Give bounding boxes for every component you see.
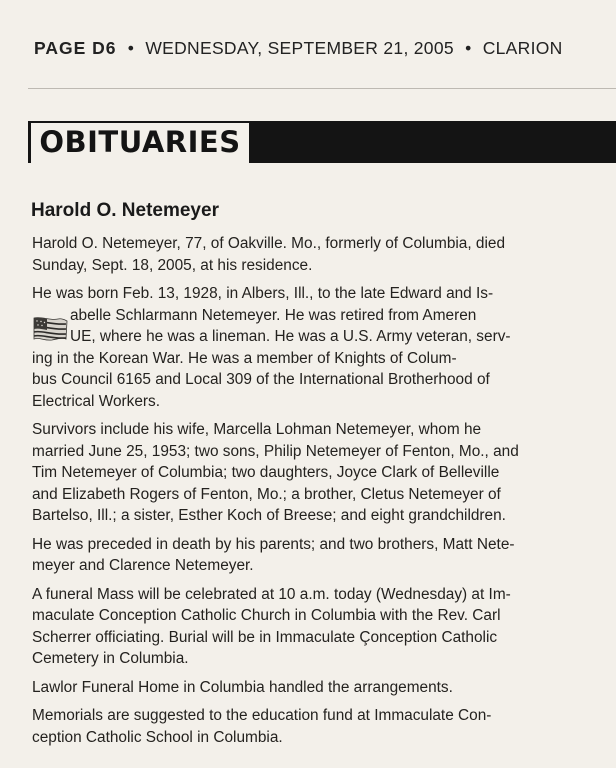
text-line: ception Catholic School in Columbia. bbox=[32, 728, 283, 746]
header-separator: • bbox=[127, 38, 135, 58]
publication-name: CLARION bbox=[482, 38, 563, 58]
obituary-paragraph bbox=[32, 584, 592, 670]
text-line: He was born Feb. 13, 1928, in Albers, Ill., to the late Edward and Is- bbox=[32, 285, 494, 302]
obituary-paragraph bbox=[32, 677, 592, 699]
text-line: maculate Conception Catholic Church in Columbia with the Rev. Carl bbox=[32, 607, 501, 624]
obituary-paragraph bbox=[32, 283, 592, 412]
text-line: Survivors include his wife, Marcella Lohman Netemeyer, whom he bbox=[32, 421, 482, 438]
text-line: Electrical Workers. bbox=[32, 392, 160, 410]
text-line: Scherrer officiating. Burial will be in Immaculate Çonception Catholic bbox=[32, 628, 498, 646]
page-number: PAGE D6 bbox=[34, 38, 117, 58]
text-line: meyer and Clarence Netemeyer. bbox=[32, 557, 254, 574]
obituary-paragraph bbox=[32, 233, 592, 276]
text-line: Lawlor Funeral Home in Columbia handled the arrangements. bbox=[32, 678, 453, 696]
text-line: married June 25, 1953; two sons, Philip Netemeyer of Fenton, Mo., and bbox=[32, 442, 519, 460]
issue-date: WEDNESDAY, SEPTEMBER 21, 2005 bbox=[145, 38, 454, 58]
header-rule bbox=[28, 88, 616, 89]
text-line: Bartelso, Ill.; a sister, Esther Koch of Breese; and eight grandchildren. bbox=[32, 507, 506, 524]
text-line: and Elizabeth Rogers of Fenton, Mo.; a brother, Cletus Netemeyer of bbox=[32, 485, 501, 503]
obituary-body bbox=[32, 233, 592, 755]
header-separator: • bbox=[465, 38, 472, 58]
text-line: He was preceded in death by his parents; and two brothers, Matt Nete- bbox=[32, 535, 515, 553]
text-line: ing in the Korean War. He was a member of Knights of Colum- bbox=[32, 349, 457, 367]
obituary-paragraph bbox=[32, 705, 592, 748]
text-line: A funeral Mass will be celebrated at 10 a.m. today (Wednesday) at Im- bbox=[32, 585, 511, 603]
obituary-paragraph bbox=[32, 419, 592, 527]
section-title: OBITUARIES bbox=[31, 123, 249, 163]
obituary-paragraph bbox=[32, 534, 592, 577]
text-line: Sunday, Sept. 18, 2005, at his residence. bbox=[32, 256, 313, 274]
page-header bbox=[34, 38, 563, 59]
text-line: UE, where he was a lineman. He was a U.S. Army veteran, serv- bbox=[70, 328, 511, 345]
text-line: abelle Schlarmann Netemeyer. He was retired from Ameren bbox=[70, 306, 477, 324]
text-line: Harold O. Netemeyer, 77, of Oakville. Mo., formerly of Columbia, died bbox=[32, 235, 506, 252]
text-line: Tim Netemeyer of Columbia; two daughters, Joyce Clark of Belleville bbox=[32, 464, 500, 481]
text-line: bus Council 6165 and Local 309 of the International Brotherhood of bbox=[32, 371, 490, 388]
text-line: Memorials are suggested to the education fund at Immaculate Con- bbox=[32, 707, 492, 724]
text-line: Cemetery in Columbia. bbox=[32, 650, 189, 667]
section-banner bbox=[28, 121, 616, 163]
obituary-name: Harold O. Netemeyer bbox=[31, 200, 219, 221]
